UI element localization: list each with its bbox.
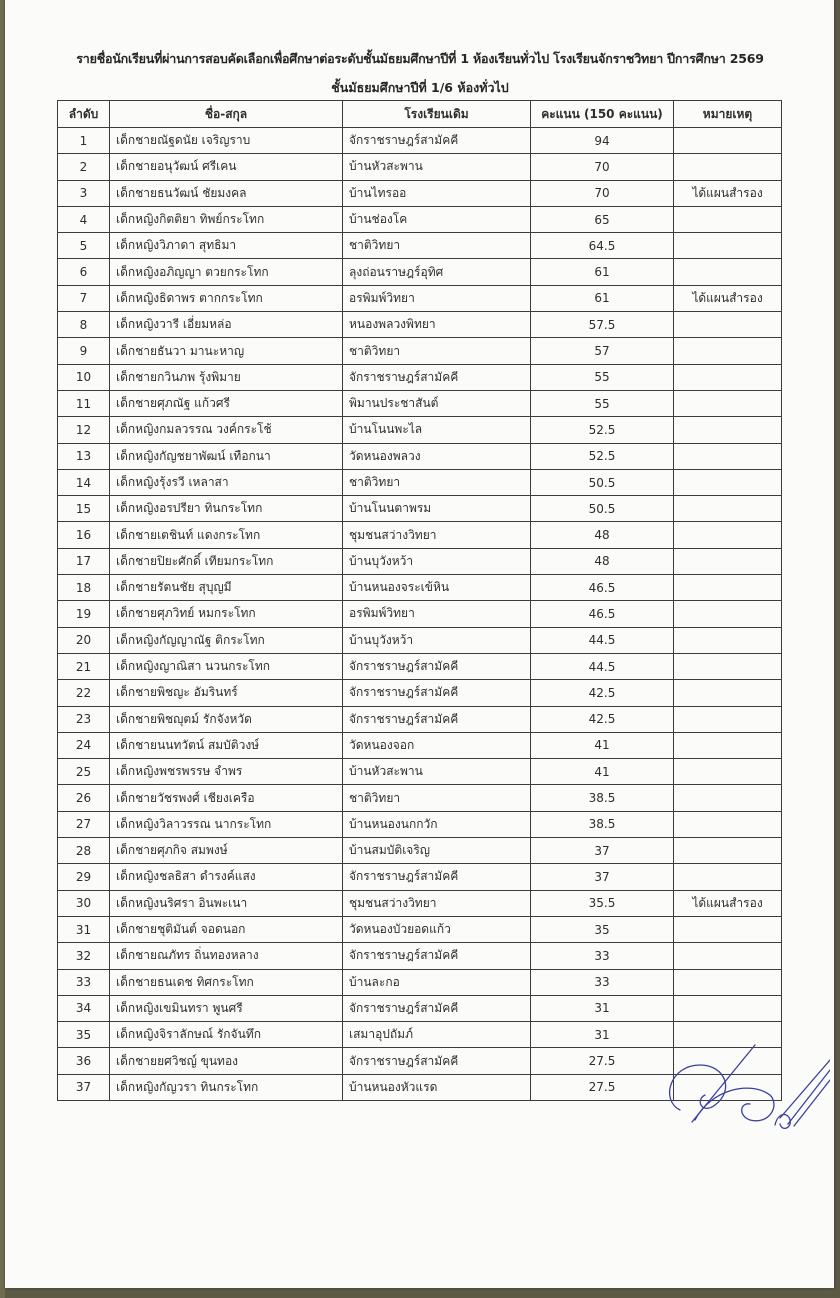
cell-name: เด็กชายศุภณัฐ แก้วศรี bbox=[110, 390, 343, 416]
table-row bbox=[58, 390, 782, 416]
cell-no: 18 bbox=[58, 575, 110, 601]
table-row bbox=[58, 890, 782, 916]
cell-note bbox=[674, 943, 782, 969]
cell-no: 31 bbox=[58, 916, 110, 942]
table-row bbox=[58, 364, 782, 390]
cell-score: 61 bbox=[531, 285, 674, 311]
cell-note bbox=[674, 417, 782, 443]
cell-note bbox=[674, 838, 782, 864]
cell-name: เด็กชายอนุวัฒน์ ศรีเคน bbox=[110, 154, 343, 180]
cell-school: ลุงถ่อนราษฎร์อุทิศ bbox=[343, 259, 531, 285]
cell-note bbox=[674, 390, 782, 416]
signature-stroke bbox=[670, 1065, 726, 1110]
table-row bbox=[58, 627, 782, 653]
cell-school: วัดหนองบัวยอดแก้ว bbox=[343, 916, 531, 942]
cell-note bbox=[674, 443, 782, 469]
cell-school: บ้านบุวังหว้า bbox=[343, 627, 531, 653]
cell-score: 33 bbox=[531, 969, 674, 995]
cell-score: 50.5 bbox=[531, 469, 674, 495]
table-row bbox=[58, 943, 782, 969]
table-row bbox=[58, 864, 782, 890]
table-row bbox=[58, 338, 782, 364]
cell-score: 46.5 bbox=[531, 601, 674, 627]
cell-score: 61 bbox=[531, 259, 674, 285]
table-row bbox=[58, 417, 782, 443]
cell-score: 65 bbox=[531, 206, 674, 232]
cell-no: 15 bbox=[58, 496, 110, 522]
cell-note bbox=[674, 154, 782, 180]
cell-note bbox=[674, 706, 782, 732]
cell-no: 7 bbox=[58, 285, 110, 311]
cell-name: เด็กหญิงนริศรา อินพะเนา bbox=[110, 890, 343, 916]
cell-name: เด็กชายณภัทร ถิ่นทองหลาง bbox=[110, 943, 343, 969]
cell-name: เด็กชายณัฐดนัย เจริญราบ bbox=[110, 128, 343, 154]
cell-school: วัดหนองพลวง bbox=[343, 443, 531, 469]
table-row bbox=[58, 469, 782, 495]
cell-name: เด็กชายศุภกิจ สมพงษ์ bbox=[110, 838, 343, 864]
cell-no: 37 bbox=[58, 1074, 110, 1100]
cell-name: เด็กชายศุภวิทย์ หมกระโทก bbox=[110, 601, 343, 627]
cell-school: บ้านไทรออ bbox=[343, 180, 531, 206]
cell-score: 27.5 bbox=[531, 1074, 674, 1100]
cell-school: ชาติวิทยา bbox=[343, 469, 531, 495]
cell-score: 38.5 bbox=[531, 811, 674, 837]
table-row bbox=[58, 759, 782, 785]
cell-school: ชาติวิทยา bbox=[343, 233, 531, 259]
cell-score: 31 bbox=[531, 1022, 674, 1048]
cell-score: 70 bbox=[531, 154, 674, 180]
cell-school: อรพิมพ์วิทยา bbox=[343, 601, 531, 627]
table-row bbox=[58, 680, 782, 706]
cell-name: เด็กชายรัตนชัย สุบุญมี bbox=[110, 575, 343, 601]
table-row bbox=[58, 128, 782, 154]
signature-stroke bbox=[788, 1070, 830, 1124]
cell-school: บ้านหนองหัวแรด bbox=[343, 1074, 531, 1100]
cell-note bbox=[674, 522, 782, 548]
cell-no: 11 bbox=[58, 390, 110, 416]
cell-no: 21 bbox=[58, 653, 110, 679]
cell-no: 9 bbox=[58, 338, 110, 364]
cell-name: เด็กชายนนทวัตน์ สมบัติวงษ์ bbox=[110, 732, 343, 758]
cell-name: เด็กชายกวินภพ รุ้งพิมาย bbox=[110, 364, 343, 390]
student-roster-table bbox=[57, 100, 782, 1101]
cell-note: ได้แผนสำรอง bbox=[674, 285, 782, 311]
cell-name: เด็กหญิงจิราลักษณ์ รักจันทึก bbox=[110, 1022, 343, 1048]
cell-name: เด็กหญิงกัญญาณัฐ ติกระโทก bbox=[110, 627, 343, 653]
cell-no: 24 bbox=[58, 732, 110, 758]
table-row bbox=[58, 522, 782, 548]
cell-no: 10 bbox=[58, 364, 110, 390]
cell-no: 22 bbox=[58, 680, 110, 706]
cell-no: 13 bbox=[58, 443, 110, 469]
cell-score: 37 bbox=[531, 838, 674, 864]
cell-no: 23 bbox=[58, 706, 110, 732]
cell-school: บ้านสมบัติเจริญ bbox=[343, 838, 531, 864]
document-title: รายชื่อนักเรียนที่ผ่านการสอบคัดเลือกเพื่อศึกษาต่อระดับชั้นมัธยมศึกษาปีที่ 1 ห้องเรียนทั่วไป โรงเรียนจักราชวิทยา ปีการศึกษา 2569 bbox=[76, 51, 764, 66]
header-score: คะแนน (150 คะแนน) bbox=[531, 101, 674, 128]
cell-score: 94 bbox=[531, 128, 674, 154]
cell-note bbox=[674, 469, 782, 495]
cell-no: 34 bbox=[58, 995, 110, 1021]
cell-score: 35 bbox=[531, 916, 674, 942]
cell-school: จักราชราษฎร์สามัคคี bbox=[343, 1048, 531, 1074]
cell-score: 50.5 bbox=[531, 496, 674, 522]
cell-school: จักราชราษฎร์สามัคคี bbox=[343, 995, 531, 1021]
cell-name: เด็กชายธนวัฒน์ ชัยมงคล bbox=[110, 180, 343, 206]
cell-name: เด็กหญิงพชรพรรษ จำพร bbox=[110, 759, 343, 785]
cell-score: 41 bbox=[531, 732, 674, 758]
cell-note bbox=[674, 732, 782, 758]
table-row bbox=[58, 180, 782, 206]
cell-no: 8 bbox=[58, 312, 110, 338]
table-row bbox=[58, 312, 782, 338]
table-row bbox=[58, 443, 782, 469]
cell-no: 4 bbox=[58, 206, 110, 232]
cell-score: 52.5 bbox=[531, 443, 674, 469]
cell-school: จักราชราษฎร์สามัคคี bbox=[343, 128, 531, 154]
cell-school: จักราชราษฎร์สามัคคี bbox=[343, 706, 531, 732]
cell-name: เด็กชายยศวิชญ์ ขุนทอง bbox=[110, 1048, 343, 1074]
cell-name: เด็กหญิงธิดาพร ตากกระโทก bbox=[110, 285, 343, 311]
cell-name: เด็กชายธนเดช ทิศกระโทก bbox=[110, 969, 343, 995]
cell-note bbox=[674, 548, 782, 574]
cell-score: 35.5 bbox=[531, 890, 674, 916]
cell-no: 28 bbox=[58, 838, 110, 864]
cell-name: เด็กชายพิชญุตม์ รักจังหวัด bbox=[110, 706, 343, 732]
cell-note bbox=[674, 233, 782, 259]
cell-name: เด็กหญิงวิภาดา สุทธิมา bbox=[110, 233, 343, 259]
signature-stroke bbox=[775, 1115, 790, 1129]
cell-school: บ้านละกอ bbox=[343, 969, 531, 995]
cell-note bbox=[674, 627, 782, 653]
cell-no: 16 bbox=[58, 522, 110, 548]
cell-name: เด็กชายชุติมันต์ จอดนอก bbox=[110, 916, 343, 942]
table-row bbox=[58, 206, 782, 232]
cell-name: เด็กชายปิยะศักดิ์ เทียมกระโทก bbox=[110, 548, 343, 574]
cell-score: 48 bbox=[531, 548, 674, 574]
cell-note: ได้แผนสำรอง bbox=[674, 890, 782, 916]
table-row bbox=[58, 285, 782, 311]
document-subtitle: ชั้นมัธยมศึกษาปีที่ 1/6 ห้องทั่วไป bbox=[331, 80, 509, 95]
table-row bbox=[58, 601, 782, 627]
cell-note bbox=[674, 259, 782, 285]
cell-name: เด็กหญิงวารี เอี่ยมหล่อ bbox=[110, 312, 343, 338]
cell-note bbox=[674, 864, 782, 890]
cell-school: จักราชราษฎร์สามัคคี bbox=[343, 943, 531, 969]
table-row bbox=[58, 706, 782, 732]
cell-score: 31 bbox=[531, 995, 674, 1021]
cell-no: 17 bbox=[58, 548, 110, 574]
header-name: ชื่อ-สกุล bbox=[110, 101, 343, 128]
cell-name: เด็กหญิงอภิญญา ตวยกระโทก bbox=[110, 259, 343, 285]
cell-name: เด็กหญิงอรปรียา ทินกระโทก bbox=[110, 496, 343, 522]
cell-school: ชาติวิทยา bbox=[343, 785, 531, 811]
cell-school: วัดหนองจอก bbox=[343, 732, 531, 758]
header-school: โรงเรียนเดิม bbox=[343, 101, 531, 128]
cell-name: เด็กหญิงรุ้งรวี เหลาสา bbox=[110, 469, 343, 495]
table-row bbox=[58, 916, 782, 942]
table-row bbox=[58, 838, 782, 864]
cell-no: 27 bbox=[58, 811, 110, 837]
cell-name: เด็กชายธันวา มานะหาญ bbox=[110, 338, 343, 364]
header-no: ลำดับ bbox=[58, 101, 110, 128]
cell-note bbox=[674, 338, 782, 364]
cell-school: บ้านหนองจระเข้หิน bbox=[343, 575, 531, 601]
cell-school: อรพิมพ์วิทยา bbox=[343, 285, 531, 311]
cell-no: 20 bbox=[58, 627, 110, 653]
cell-score: 37 bbox=[531, 864, 674, 890]
cell-no: 33 bbox=[58, 969, 110, 995]
cell-no: 14 bbox=[58, 469, 110, 495]
cell-note bbox=[674, 601, 782, 627]
cell-school: พิมานประชาสันต์ bbox=[343, 390, 531, 416]
cell-score: 48 bbox=[531, 522, 674, 548]
cell-note bbox=[674, 496, 782, 522]
cell-name: เด็กชายเตชินท์ แดงกระโทก bbox=[110, 522, 343, 548]
cell-score: 70 bbox=[531, 180, 674, 206]
cell-school: เสมาอุปถัมภ์ bbox=[343, 1022, 531, 1048]
signature-stroke bbox=[794, 1080, 830, 1126]
cell-name: เด็กหญิงกิตติยา ทิพย์กระโทก bbox=[110, 206, 343, 232]
table-row bbox=[58, 496, 782, 522]
cell-no: 25 bbox=[58, 759, 110, 785]
cell-school: จักราชราษฎร์สามัคคี bbox=[343, 864, 531, 890]
cell-score: 42.5 bbox=[531, 680, 674, 706]
cell-note bbox=[674, 312, 782, 338]
cell-score: 46.5 bbox=[531, 575, 674, 601]
cell-no: 32 bbox=[58, 943, 110, 969]
cell-note bbox=[674, 680, 782, 706]
table-header-row bbox=[58, 101, 782, 128]
cell-no: 3 bbox=[58, 180, 110, 206]
cell-score: 55 bbox=[531, 390, 674, 416]
table-row bbox=[58, 732, 782, 758]
cell-note bbox=[674, 364, 782, 390]
cell-note bbox=[674, 575, 782, 601]
cell-name: เด็กชายพิชญะ อัมรินทร์ bbox=[110, 680, 343, 706]
cell-note bbox=[674, 785, 782, 811]
cell-no: 2 bbox=[58, 154, 110, 180]
cell-school: จักราชราษฎร์สามัคคี bbox=[343, 364, 531, 390]
cell-no: 1 bbox=[58, 128, 110, 154]
cell-name: เด็กหญิงวิลาวรรณ นากระโทก bbox=[110, 811, 343, 837]
cell-school: บ้านหนองนกกวัก bbox=[343, 811, 531, 837]
table-row bbox=[58, 811, 782, 837]
cell-score: 42.5 bbox=[531, 706, 674, 732]
signature-stroke bbox=[692, 1045, 755, 1122]
table-row bbox=[58, 785, 782, 811]
cell-no: 30 bbox=[58, 890, 110, 916]
table-row bbox=[58, 653, 782, 679]
cell-name: เด็กหญิงชลธิสา ดำรงค์แสง bbox=[110, 864, 343, 890]
table-body bbox=[58, 128, 782, 1101]
cell-score: 38.5 bbox=[531, 785, 674, 811]
cell-score: 64.5 bbox=[531, 233, 674, 259]
cell-school: บ้านหัวสะพาน bbox=[343, 154, 531, 180]
cell-score: 55 bbox=[531, 364, 674, 390]
table-row bbox=[58, 575, 782, 601]
cell-score: 44.5 bbox=[531, 653, 674, 679]
cell-score: 44.5 bbox=[531, 627, 674, 653]
header-note: หมายเหตุ bbox=[674, 101, 782, 128]
cell-name: เด็กชายวัชรพงศ์ เชียงเครือ bbox=[110, 785, 343, 811]
cell-note bbox=[674, 969, 782, 995]
cell-note bbox=[674, 995, 782, 1021]
cell-no: 19 bbox=[58, 601, 110, 627]
cell-note bbox=[674, 811, 782, 837]
cell-no: 36 bbox=[58, 1048, 110, 1074]
cell-name: เด็กหญิงญาณิสา นวนกระโทก bbox=[110, 653, 343, 679]
signature bbox=[640, 1040, 830, 1160]
cell-score: 52.5 bbox=[531, 417, 674, 443]
cell-note: ได้แผนสำรอง bbox=[674, 180, 782, 206]
cell-note bbox=[674, 759, 782, 785]
cell-score: 27.5 bbox=[531, 1048, 674, 1074]
cell-school: หนองพลวงพิทยา bbox=[343, 312, 531, 338]
table-row bbox=[58, 995, 782, 1021]
cell-school: บ้านบุวังหว้า bbox=[343, 548, 531, 574]
cell-note bbox=[674, 206, 782, 232]
cell-school: จักราชราษฎร์สามัคคี bbox=[343, 653, 531, 679]
table-row bbox=[58, 548, 782, 574]
table-row bbox=[58, 969, 782, 995]
cell-score: 41 bbox=[531, 759, 674, 785]
cell-note bbox=[674, 128, 782, 154]
cell-name: เด็กหญิงกมลวรรณ วงค์กระโช้ bbox=[110, 417, 343, 443]
cell-name: เด็กหญิงเขมินทรา พูนศรี bbox=[110, 995, 343, 1021]
cell-school: ชาติวิทยา bbox=[343, 338, 531, 364]
cell-school: บ้านโนนตาพรม bbox=[343, 496, 531, 522]
table-row bbox=[58, 259, 782, 285]
cell-school: ชุมชนสว่างวิทยา bbox=[343, 522, 531, 548]
cell-name: เด็กหญิงกัญชยาพัฒน์ เทือกนา bbox=[110, 443, 343, 469]
cell-school: บ้านโนนพะไล bbox=[343, 417, 531, 443]
cell-school: บ้านช่องโค bbox=[343, 206, 531, 232]
cell-score: 33 bbox=[531, 943, 674, 969]
cell-note bbox=[674, 653, 782, 679]
cell-school: ชุมชนสว่างวิทยา bbox=[343, 890, 531, 916]
cell-school: จักราชราษฎร์สามัคคี bbox=[343, 680, 531, 706]
cell-no: 26 bbox=[58, 785, 110, 811]
cell-no: 12 bbox=[58, 417, 110, 443]
cell-school: บ้านหัวสะพาน bbox=[343, 759, 531, 785]
cell-no: 35 bbox=[58, 1022, 110, 1048]
cell-score: 57 bbox=[531, 338, 674, 364]
cell-no: 6 bbox=[58, 259, 110, 285]
table-row bbox=[58, 233, 782, 259]
table-row bbox=[58, 154, 782, 180]
cell-name: เด็กหญิงกัญวรา ทินกระโทก bbox=[110, 1074, 343, 1100]
cell-note bbox=[674, 916, 782, 942]
cell-no: 29 bbox=[58, 864, 110, 890]
cell-score: 57.5 bbox=[531, 312, 674, 338]
cell-no: 5 bbox=[58, 233, 110, 259]
